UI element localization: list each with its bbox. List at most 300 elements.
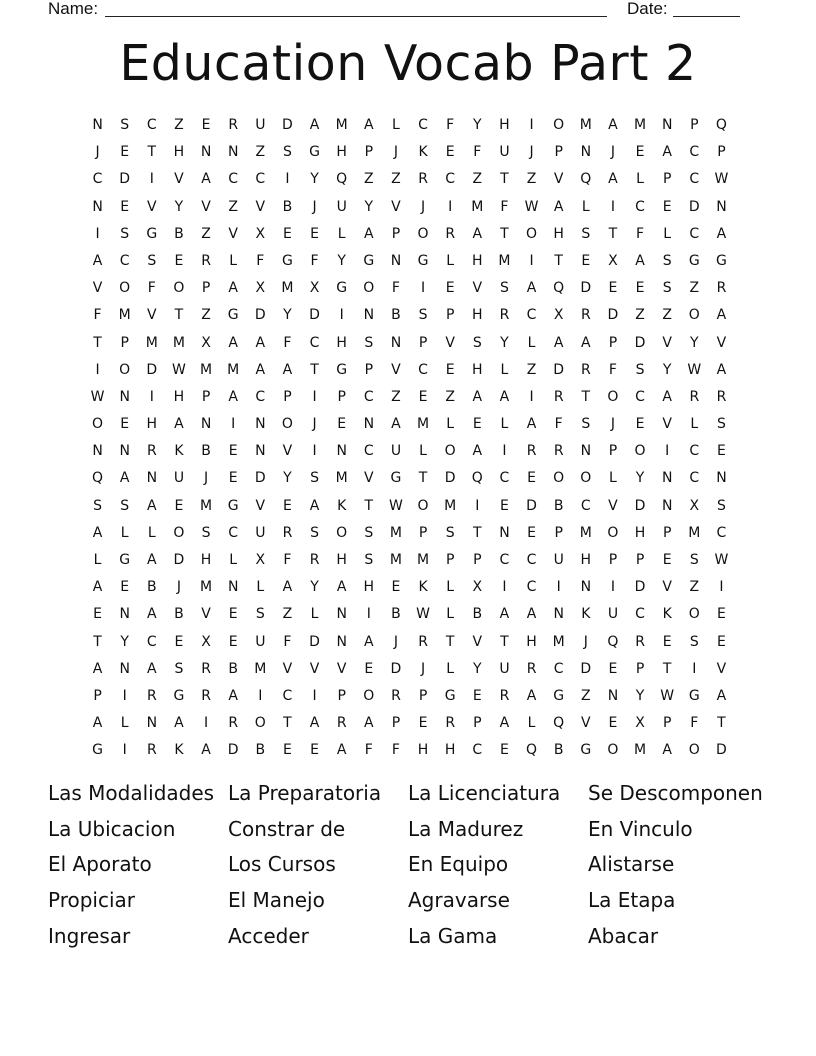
grid-cell[interactable]: M (471, 198, 484, 215)
grid-cell[interactable]: R (526, 443, 537, 460)
grid-cell[interactable]: E (391, 579, 401, 596)
grid-cell[interactable]: C (228, 524, 239, 541)
grid-cell[interactable]: F (391, 280, 400, 297)
grid-cell[interactable]: O (553, 470, 565, 487)
grid-cell[interactable]: X (201, 633, 211, 650)
grid-cell[interactable]: E (228, 606, 238, 623)
grid-cell[interactable]: Z (201, 307, 211, 324)
grid-cell[interactable]: E (283, 497, 292, 514)
grid-cell[interactable]: A (228, 334, 238, 351)
grid-cell[interactable]: Y (310, 579, 319, 596)
grid-cell[interactable]: J (420, 198, 426, 215)
grid-cell[interactable]: C (526, 307, 537, 324)
grid-cell[interactable]: J (610, 416, 615, 433)
grid-cell[interactable]: N (607, 687, 619, 704)
grid-cell[interactable]: G (146, 225, 158, 242)
grid-cell[interactable]: N (716, 470, 727, 487)
grid-cell[interactable]: E (120, 144, 130, 161)
grid-cell[interactable]: E (500, 742, 509, 759)
grid-cell[interactable]: S (445, 524, 455, 541)
grid-cell[interactable]: O (417, 225, 429, 242)
grid-cell[interactable]: O (607, 388, 619, 405)
grid-cell[interactable]: E (635, 144, 645, 161)
grid-cell[interactable]: E (608, 715, 618, 732)
grid-cell[interactable]: E (174, 633, 184, 650)
grid-cell[interactable]: C (418, 361, 428, 378)
grid-cell[interactable]: M (200, 497, 213, 514)
grid-cell[interactable]: Z (581, 687, 591, 704)
grid-cell[interactable]: G (282, 252, 293, 269)
grid-cell[interactable]: X (608, 252, 618, 269)
grid-cell[interactable]: D (688, 198, 700, 215)
grid-cell[interactable]: A (526, 416, 537, 433)
grid-cell[interactable]: N (200, 144, 212, 161)
grid-cell[interactable]: C (635, 606, 645, 623)
grid-cell[interactable]: L (419, 443, 427, 460)
grid-cell[interactable]: E (717, 606, 726, 623)
grid-cell[interactable]: A (472, 443, 483, 460)
grid-cell[interactable]: U (553, 552, 564, 568)
grid-cell[interactable]: A (472, 225, 483, 242)
grid-cell[interactable]: S (201, 524, 211, 541)
grid-cell[interactable]: H (363, 579, 375, 596)
grid-cell[interactable]: E (418, 715, 428, 732)
grid-cell[interactable]: V (147, 198, 157, 215)
grid-cell[interactable]: A (472, 388, 483, 405)
grid-cell[interactable]: N (580, 443, 592, 460)
grid-cell[interactable]: J (95, 144, 100, 161)
grid-cell[interactable]: P (635, 552, 645, 568)
grid-cell[interactable]: A (662, 144, 672, 161)
grid-cell[interactable]: E (93, 606, 102, 623)
grid-cell[interactable]: E (662, 198, 672, 215)
grid-cell[interactable]: E (228, 443, 238, 460)
grid-cell[interactable]: N (716, 198, 727, 215)
grid-cell[interactable]: T (310, 361, 319, 378)
grid-cell[interactable]: X (309, 280, 320, 297)
grid-cell[interactable]: Z (391, 171, 401, 188)
grid-cell[interactable]: W (389, 497, 403, 514)
grid-cell[interactable]: I (122, 742, 127, 759)
grid-cell[interactable]: C (689, 443, 700, 460)
grid-cell[interactable]: J (583, 633, 588, 650)
grid-cell[interactable]: A (499, 715, 510, 732)
grid-cell[interactable]: B (174, 606, 184, 623)
grid-cell[interactable]: Z (391, 388, 401, 405)
grid-cell[interactable]: O (173, 280, 185, 297)
grid-cell[interactable]: C (716, 524, 727, 541)
grid-cell[interactable]: N (255, 443, 266, 460)
grid-cell[interactable]: M (172, 334, 185, 351)
grid-cell[interactable]: Q (471, 470, 483, 487)
grid-cell[interactable]: I (95, 361, 100, 378)
grid-cell[interactable]: U (390, 443, 402, 460)
grid-cell[interactable]: S (93, 497, 102, 514)
grid-cell[interactable]: C (92, 171, 103, 188)
grid-cell[interactable]: I (502, 579, 507, 596)
grid-cell[interactable]: R (146, 742, 157, 759)
grid-cell[interactable]: V (472, 280, 483, 297)
grid-cell[interactable]: W (524, 198, 539, 215)
grid-cell[interactable]: Z (472, 171, 483, 188)
grid-cell[interactable]: C (309, 334, 320, 351)
grid-cell[interactable]: R (336, 715, 347, 732)
grid-cell[interactable]: V (255, 198, 266, 215)
grid-cell[interactable]: L (446, 579, 455, 596)
grid-cell[interactable]: R (418, 633, 428, 650)
grid-cell[interactable]: G (444, 687, 456, 704)
grid-cell[interactable]: E (445, 144, 455, 161)
grid-cell[interactable]: Z (174, 117, 184, 133)
grid-cell[interactable]: A (581, 334, 591, 351)
grid-cell[interactable]: G (336, 361, 348, 378)
grid-cell[interactable]: A (147, 606, 157, 623)
grid-cell[interactable]: W (714, 171, 729, 188)
grid-cell[interactable]: M (335, 117, 348, 133)
grid-cell[interactable]: S (689, 552, 699, 568)
grid-cell[interactable]: N (336, 606, 347, 623)
grid-cell[interactable]: S (147, 252, 157, 269)
grid-cell[interactable]: F (554, 416, 563, 433)
grid-cell[interactable]: R (689, 388, 700, 405)
grid-cell[interactable]: G (309, 144, 320, 161)
grid-cell[interactable]: Z (689, 280, 700, 297)
grid-cell[interactable]: G (688, 687, 700, 704)
grid-cell[interactable]: H (472, 361, 483, 378)
grid-cell[interactable]: P (554, 524, 563, 541)
grid-cell[interactable]: E (717, 443, 726, 460)
grid-cell[interactable]: S (662, 280, 672, 297)
grid-cell[interactable]: T (147, 144, 157, 161)
grid-cell[interactable]: G (553, 687, 565, 704)
grid-cell[interactable]: E (228, 633, 238, 650)
grid-cell[interactable]: V (201, 606, 211, 623)
grid-cell[interactable]: C (255, 388, 266, 405)
grid-cell[interactable]: J (420, 660, 426, 677)
grid-cell[interactable]: S (120, 225, 130, 242)
grid-cell[interactable]: S (472, 334, 482, 351)
grid-cell[interactable]: R (201, 687, 211, 704)
grid-cell[interactable]: E (635, 416, 645, 433)
grid-cell[interactable]: Q (715, 117, 727, 133)
grid-cell[interactable]: G (716, 252, 727, 269)
grid-cell[interactable]: N (227, 579, 239, 596)
grid-cell[interactable]: N (336, 443, 347, 460)
grid-cell[interactable]: Q (607, 633, 619, 650)
grid-cell[interactable]: I (420, 280, 426, 297)
grid-cell[interactable]: I (529, 388, 534, 405)
grid-cell[interactable]: H (526, 633, 537, 650)
grid-cell[interactable]: C (635, 388, 645, 405)
grid-cell[interactable]: A (255, 361, 266, 378)
grid-cell[interactable]: W (687, 361, 702, 378)
grid-cell[interactable]: A (553, 198, 564, 215)
grid-cell[interactable]: M (444, 497, 457, 514)
grid-cell[interactable]: E (527, 470, 536, 487)
grid-cell[interactable]: I (231, 416, 236, 433)
grid-cell[interactable]: A (364, 715, 374, 732)
grid-cell[interactable]: I (502, 443, 507, 460)
grid-cell[interactable]: N (363, 307, 375, 324)
grid-cell[interactable]: S (120, 497, 130, 514)
grid-cell[interactable]: R (201, 660, 211, 677)
grid-cell[interactable]: D (119, 171, 131, 188)
grid-cell[interactable]: E (717, 633, 726, 650)
grid-cell[interactable]: G (580, 742, 592, 759)
grid-cell[interactable]: C (689, 225, 700, 242)
grid-cell[interactable]: Q (336, 171, 348, 188)
grid-cell[interactable]: A (716, 361, 727, 378)
grid-cell[interactable]: N (553, 606, 564, 623)
grid-cell[interactable]: L (93, 552, 102, 568)
grid-cell[interactable]: Y (310, 171, 319, 188)
grid-cell[interactable]: C (553, 660, 564, 677)
grid-cell[interactable]: N (580, 144, 592, 161)
grid-cell[interactable]: T (445, 633, 455, 650)
grid-cell[interactable]: T (717, 715, 726, 732)
grid-cell[interactable]: P (608, 552, 618, 568)
grid-cell[interactable]: X (255, 280, 266, 297)
grid-cell[interactable]: C (472, 742, 483, 759)
grid-cell[interactable]: C (526, 579, 537, 596)
grid-cell[interactable]: C (689, 470, 700, 487)
grid-cell[interactable]: Z (635, 307, 645, 324)
grid-cell[interactable]: A (635, 252, 645, 269)
grid-cell[interactable]: S (581, 416, 591, 433)
grid-cell[interactable]: T (364, 497, 374, 514)
grid-cell[interactable]: D (254, 307, 266, 324)
grid-cell[interactable]: Q (553, 715, 565, 732)
grid-cell[interactable]: S (364, 524, 374, 541)
grid-cell[interactable]: N (390, 334, 402, 351)
grid-cell[interactable]: F (147, 280, 156, 297)
grid-cell[interactable]: N (92, 117, 103, 133)
grid-cell[interactable]: Y (690, 334, 699, 351)
grid-cell[interactable]: S (310, 524, 319, 541)
grid-cell[interactable]: P (201, 280, 211, 297)
grid-cell[interactable]: P (608, 334, 618, 351)
grid-cell[interactable]: E (283, 742, 292, 759)
grid-cell[interactable]: V (282, 660, 293, 677)
grid-cell[interactable]: N (390, 252, 402, 269)
grid-cell[interactable]: W (90, 388, 105, 405)
grid-cell[interactable]: O (336, 524, 348, 541)
grid-cell[interactable]: Q (553, 280, 565, 297)
grid-cell[interactable]: N (661, 497, 673, 514)
grid-cell[interactable]: E (174, 497, 184, 514)
grid-cell[interactable]: A (716, 225, 727, 242)
grid-cell[interactable]: Y (662, 361, 672, 378)
grid-cell[interactable]: D (282, 117, 293, 133)
grid-cell[interactable]: N (92, 198, 103, 215)
grid-cell[interactable]: M (634, 117, 647, 133)
grid-cell[interactable]: N (146, 470, 158, 487)
grid-cell[interactable]: G (119, 552, 131, 568)
grid-cell[interactable]: D (580, 660, 592, 677)
grid-cell[interactable]: R (526, 660, 537, 677)
grid-cell[interactable]: M (417, 552, 430, 568)
grid-cell[interactable]: S (310, 470, 319, 487)
grid-cell[interactable]: B (228, 660, 238, 677)
grid-cell[interactable]: S (282, 144, 292, 161)
grid-cell[interactable]: W (660, 687, 675, 704)
grid-cell[interactable]: L (609, 470, 617, 487)
grid-cell[interactable]: C (526, 552, 537, 568)
grid-cell[interactable]: X (689, 497, 700, 514)
grid-cell[interactable]: A (147, 552, 157, 568)
grid-cell[interactable]: A (228, 388, 238, 405)
grid-cell[interactable]: H (580, 552, 592, 568)
grid-cell[interactable]: O (281, 416, 293, 433)
grid-cell[interactable]: T (473, 524, 482, 541)
grid-cell[interactable]: D (309, 633, 320, 650)
grid-cell[interactable]: G (417, 252, 429, 269)
grid-cell[interactable]: G (363, 252, 375, 269)
grid-cell[interactable]: P (445, 307, 455, 324)
grid-cell[interactable]: T (174, 307, 184, 324)
grid-cell[interactable]: L (120, 524, 129, 541)
grid-cell[interactable]: O (173, 524, 185, 541)
grid-cell[interactable]: C (689, 144, 700, 161)
grid-cell[interactable]: N (200, 416, 212, 433)
grid-cell[interactable]: Z (689, 579, 700, 596)
grid-cell[interactable]: P (364, 144, 374, 161)
grid-cell[interactable]: A (391, 416, 401, 433)
grid-cell[interactable]: L (581, 198, 590, 215)
grid-cell[interactable]: V (147, 307, 157, 324)
grid-cell[interactable]: M (389, 524, 402, 541)
grid-cell[interactable]: D (146, 361, 158, 378)
grid-cell[interactable]: O (688, 606, 700, 623)
grid-cell[interactable]: G (92, 742, 103, 759)
grid-cell[interactable]: V (472, 633, 483, 650)
grid-cell[interactable]: F (93, 307, 102, 324)
grid-cell[interactable]: I (556, 579, 561, 596)
grid-cell[interactable]: I (149, 171, 154, 188)
grid-cell[interactable]: H (444, 742, 456, 759)
grid-cell[interactable]: J (610, 144, 615, 161)
grid-cell[interactable]: B (201, 443, 211, 460)
grid-cell[interactable]: R (580, 307, 591, 324)
grid-cell[interactable]: P (337, 388, 346, 405)
grid-cell[interactable]: R (228, 715, 239, 732)
grid-cell[interactable]: A (92, 524, 103, 541)
grid-cell[interactable]: A (526, 280, 537, 297)
grid-cell[interactable]: T (608, 225, 618, 242)
grid-cell[interactable]: V (662, 334, 672, 351)
grid-cell[interactable]: L (636, 171, 644, 188)
grid-cell[interactable]: O (580, 470, 592, 487)
grid-cell[interactable]: A (608, 171, 618, 188)
grid-cell[interactable]: S (716, 416, 726, 433)
grid-cell[interactable]: A (201, 742, 211, 759)
grid-cell[interactable]: Y (500, 334, 509, 351)
grid-cell[interactable]: K (581, 606, 591, 623)
grid-cell[interactable]: Z (201, 225, 211, 242)
grid-cell[interactable]: V (553, 171, 564, 188)
grid-cell[interactable]: U (499, 144, 510, 161)
grid-cell[interactable]: Y (174, 198, 184, 215)
grid-cell[interactable]: A (364, 633, 374, 650)
grid-cell[interactable]: B (282, 198, 293, 215)
grid-cell[interactable]: G (390, 470, 402, 487)
grid-cell[interactable]: Z (228, 198, 238, 215)
grid-cell[interactable]: P (364, 361, 374, 378)
grid-cell[interactable]: A (716, 687, 727, 704)
grid-cell[interactable]: I (610, 579, 615, 596)
grid-cell[interactable]: A (92, 252, 103, 269)
grid-cell[interactable]: J (203, 470, 209, 487)
grid-cell[interactable]: T (662, 660, 672, 677)
grid-cell[interactable]: C (635, 198, 645, 215)
grid-cell[interactable]: V (201, 198, 211, 215)
grid-cell[interactable]: O (607, 742, 619, 759)
grid-cell[interactable]: R (553, 388, 564, 405)
grid-cell[interactable]: M (145, 334, 158, 351)
grid-cell[interactable]: G (227, 307, 239, 324)
grid-cell[interactable]: V (662, 579, 672, 596)
grid-cell[interactable]: V (445, 334, 455, 351)
grid-cell[interactable]: P (391, 225, 401, 242)
grid-cell[interactable]: W (172, 361, 186, 378)
grid-cell[interactable]: A (282, 579, 293, 596)
grid-cell[interactable]: I (312, 687, 317, 704)
grid-cell[interactable]: I (448, 198, 453, 215)
grid-cell[interactable]: V (608, 497, 618, 514)
grid-cell[interactable]: R (716, 280, 727, 297)
grid-cell[interactable]: P (662, 524, 672, 541)
grid-cell[interactable]: F (636, 225, 645, 242)
grid-cell[interactable]: O (526, 225, 538, 242)
grid-cell[interactable]: D (254, 470, 266, 487)
grid-cell[interactable]: E (608, 660, 618, 677)
grid-cell[interactable]: I (692, 660, 697, 677)
grid-cell[interactable]: W (714, 552, 729, 568)
grid-cell[interactable]: L (500, 416, 509, 433)
grid-cell[interactable]: O (363, 687, 375, 704)
grid-cell[interactable]: C (499, 470, 510, 487)
grid-cell[interactable]: M (552, 633, 565, 650)
grid-cell[interactable]: L (337, 225, 346, 242)
grid-cell[interactable]: A (553, 334, 564, 351)
grid-cell[interactable]: L (310, 606, 319, 623)
grid-cell[interactable]: P (391, 715, 401, 732)
grid-cell[interactable]: N (363, 416, 375, 433)
grid-cell[interactable]: B (391, 307, 401, 324)
grid-cell[interactable]: U (173, 470, 185, 487)
grid-cell[interactable]: R (418, 171, 428, 188)
grid-cell[interactable]: C (228, 171, 239, 188)
grid-cell[interactable]: M (579, 117, 592, 133)
grid-cell[interactable]: X (201, 334, 211, 351)
grid-cell[interactable]: Q (580, 171, 592, 188)
grid-cell[interactable]: I (285, 171, 290, 188)
grid-cell[interactable]: A (201, 171, 211, 188)
grid-cell[interactable]: T (283, 715, 292, 732)
grid-cell[interactable]: B (255, 742, 266, 759)
grid-cell[interactable]: K (418, 144, 428, 161)
grid-cell[interactable]: V (174, 171, 184, 188)
grid-cell[interactable]: G (688, 252, 700, 269)
grid-cell[interactable]: E (662, 633, 672, 650)
grid-cell[interactable]: N (336, 633, 347, 650)
grid-cell[interactable]: J (529, 144, 534, 161)
grid-cell[interactable]: U (336, 198, 347, 215)
grid-cell[interactable]: T (581, 388, 591, 405)
grid-cell[interactable]: A (147, 497, 157, 514)
grid-cell[interactable]: I (610, 198, 615, 215)
grid-cell[interactable]: P (662, 171, 672, 188)
